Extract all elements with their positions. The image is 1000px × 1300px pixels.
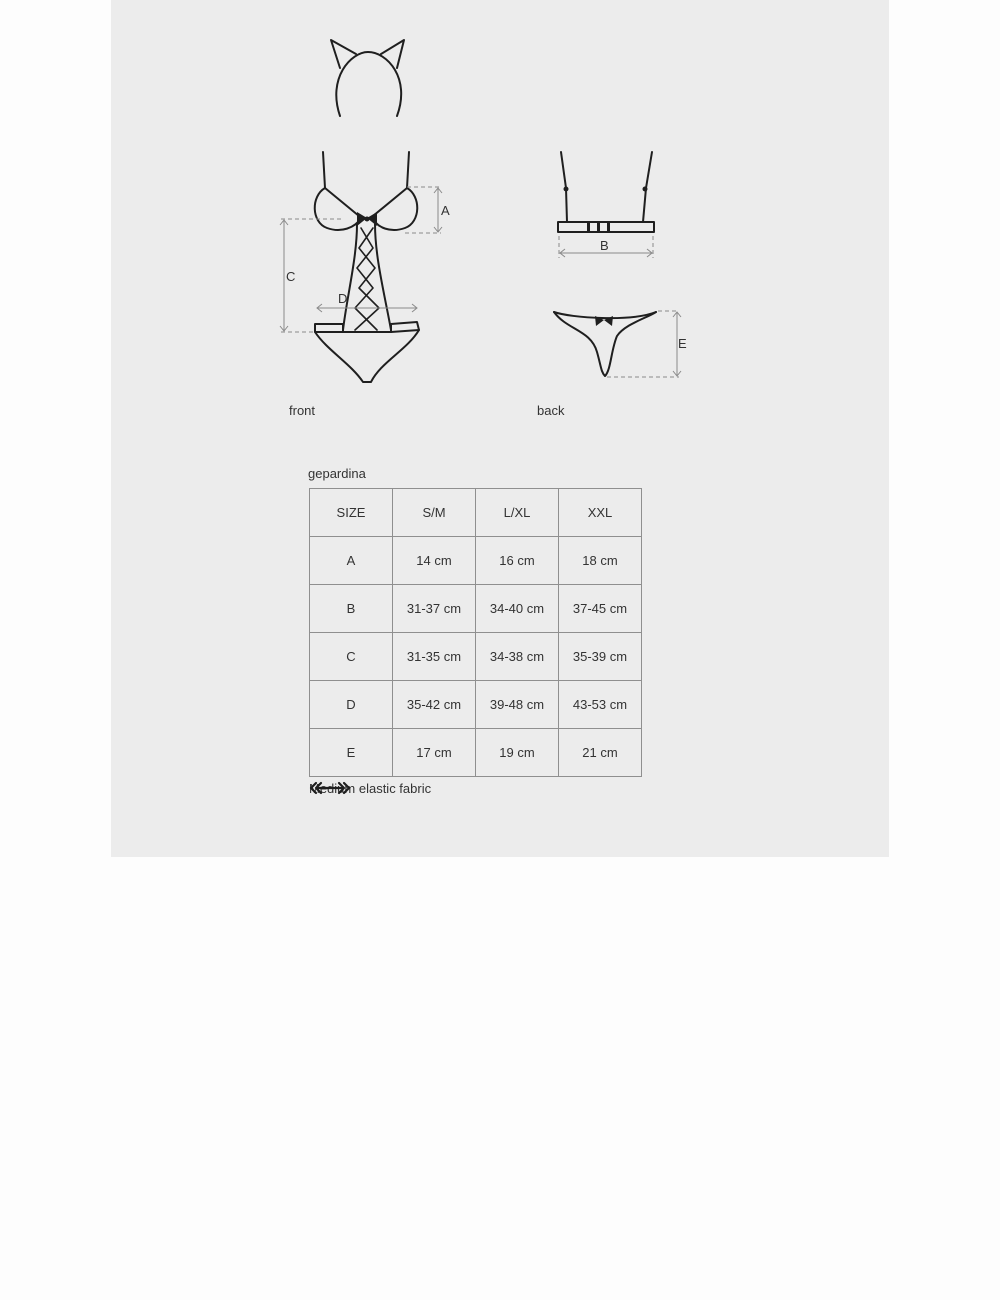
- table-cell: 39-48 cm: [476, 681, 559, 729]
- marker-a: A: [441, 203, 450, 218]
- table-cell: C: [310, 633, 393, 681]
- table-cell: A: [310, 537, 393, 585]
- dimension-guides: [281, 187, 679, 377]
- table-cell: D: [310, 681, 393, 729]
- back-top-drawing: [558, 152, 654, 232]
- table-cell: E: [310, 729, 393, 777]
- table-cell: 19 cm: [476, 729, 559, 777]
- table-header-row: [310, 489, 642, 537]
- table-cell: 35-39 cm: [559, 633, 642, 681]
- back-thong-drawing: [554, 312, 656, 376]
- table-cell: 17 cm: [393, 729, 476, 777]
- table-cell: 31-35 cm: [393, 633, 476, 681]
- marker-e: E: [678, 336, 687, 351]
- header-cell: SIZE: [310, 489, 393, 537]
- garment-diagram: [111, 0, 889, 440]
- table-cell: 31-37 cm: [393, 585, 476, 633]
- front-view-label: front: [289, 403, 316, 418]
- header-cell: L/XL: [476, 489, 559, 537]
- table-cell: 14 cm: [393, 537, 476, 585]
- product-name: gepardina: [308, 466, 366, 481]
- cat-ear-headband-icon: [331, 40, 404, 116]
- table-cell: 34-38 cm: [476, 633, 559, 681]
- table-cell: 37-45 cm: [559, 585, 642, 633]
- fabric-note-text: Medium elastic fabric: [309, 781, 432, 796]
- table-row: [310, 681, 642, 729]
- marker-b: B: [600, 238, 609, 253]
- table-row: [310, 585, 642, 633]
- table-cell: 35-42 cm: [393, 681, 476, 729]
- size-chart-sheet: [111, 0, 889, 857]
- table-cell: 34-40 cm: [476, 585, 559, 633]
- table-row: [310, 633, 642, 681]
- table-row: [310, 537, 642, 585]
- back-view-label: back: [537, 403, 565, 418]
- table-cell: 18 cm: [559, 537, 642, 585]
- table-cell: 43-53 cm: [559, 681, 642, 729]
- front-bow-icon: [357, 212, 377, 226]
- size-table: [309, 488, 642, 777]
- header-cell: XXL: [559, 489, 642, 537]
- marker-d: D: [338, 291, 348, 306]
- dimension-arrowheads: [280, 188, 681, 376]
- table-cell: B: [310, 585, 393, 633]
- front-bodysuit-drawing: [315, 152, 419, 382]
- marker-c: C: [286, 269, 296, 284]
- table-row: [310, 729, 642, 777]
- back-hook-icon: [564, 187, 648, 232]
- header-cell: S/M: [393, 489, 476, 537]
- fabric-note: [309, 781, 431, 796]
- table-cell: 21 cm: [559, 729, 642, 777]
- table-cell: 16 cm: [476, 537, 559, 585]
- stretch-arrows-icon: [309, 781, 351, 795]
